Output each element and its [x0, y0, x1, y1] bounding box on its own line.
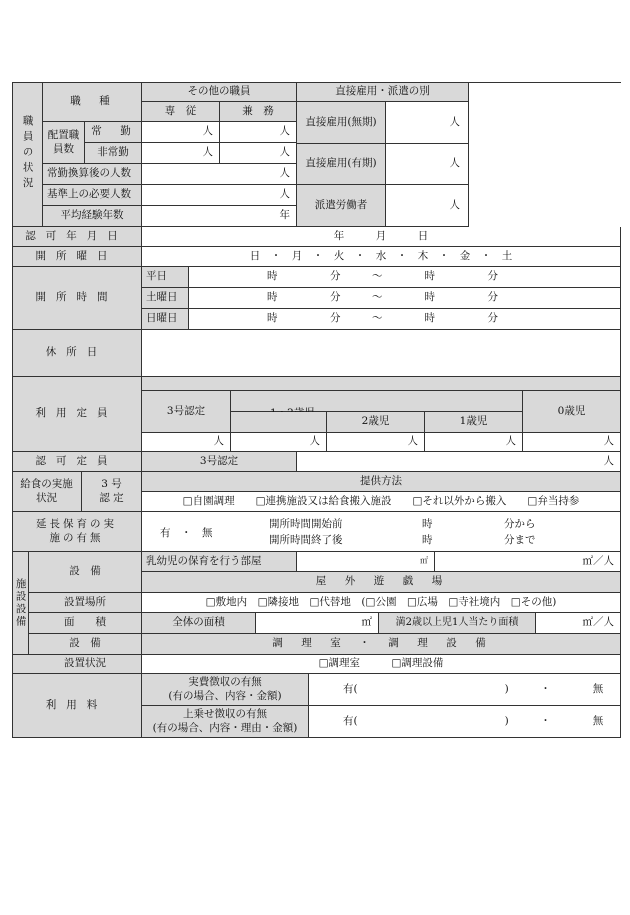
- extended-start-hour[interactable]: 時: [422, 518, 433, 530]
- kitchen-equipment-label: 設 備: [29, 634, 142, 655]
- avg-years-label: 平均経験年数: [43, 206, 142, 227]
- capacity-age1-header: 1歳児: [425, 412, 523, 433]
- install-status-label: 設置状況: [12, 655, 142, 674]
- direct-indef-label: 直接雇用(無期): [297, 102, 386, 144]
- direct-fixed-value[interactable]: 人: [386, 144, 469, 185]
- extended-care-label: 延長保育の実施の有無: [12, 512, 142, 552]
- nursery-room-per[interactable]: ㎡／人: [435, 552, 621, 572]
- open-days-value[interactable]: 日 ・ 月 ・ 火 ・ 水 ・ 木 ・ 金 ・ 土: [142, 247, 621, 267]
- meals-method-options[interactable]: □自園調理 □連携施設又は給食搬入施設 □それ以外から搬入 □弁当持参: [142, 492, 621, 512]
- open-days-label: 開所曜日: [12, 247, 142, 267]
- capacity-type3-value[interactable]: 人: [142, 433, 231, 452]
- extra-cost-note: (有の場合、内容・理由・金額): [152, 721, 298, 734]
- part-time-label: 非常勤: [85, 143, 142, 164]
- extra-cost-title: 上乗せ徴収の有無: [183, 708, 267, 721]
- holiday-hours[interactable]: 時 分 〜 時 分: [189, 309, 621, 330]
- direct-fixed-label: 直接雇用(有期): [297, 144, 386, 185]
- nursery-room-label: 乳幼児の保育を行う部屋: [142, 552, 297, 572]
- blank-area: [469, 82, 621, 227]
- nursery-room-area[interactable]: ㎡: [297, 552, 435, 572]
- regular-label: 常 勤: [85, 122, 142, 143]
- fte-label: 常勤換算後の人数: [43, 164, 142, 185]
- extended-end-hour[interactable]: 時: [422, 534, 433, 546]
- direct-indef-value[interactable]: 人: [386, 102, 469, 144]
- fte-value[interactable]: 人: [142, 164, 297, 185]
- parttime-fulltime-value[interactable]: 人: [142, 143, 220, 164]
- saturday-label: 土曜日: [142, 288, 189, 309]
- avg-years-value[interactable]: 年: [142, 206, 297, 227]
- total-area-value[interactable]: ㎡: [256, 613, 379, 634]
- approval-date-label: 認可年月日: [12, 227, 142, 247]
- job-type-header: 職 種: [43, 82, 142, 122]
- area-label: 面 積: [29, 613, 142, 634]
- closed-days-value[interactable]: [142, 330, 621, 377]
- actual-cost-note: (有の場合、内容・金額): [168, 689, 282, 702]
- parttime-concurrent-value[interactable]: 人: [220, 143, 297, 164]
- total-area-label: 全体の面積: [142, 613, 256, 634]
- extended-yesno[interactable]: 有 ・ 無: [160, 527, 213, 539]
- meals-method-header: 提供方法: [142, 472, 621, 492]
- extended-care-box[interactable]: [142, 512, 621, 552]
- kitchen-header: 調 理 室 ・ 調 理 設 備: [142, 634, 621, 655]
- per-child-area-value[interactable]: ㎡／人: [536, 613, 621, 634]
- dispatched-label: 派遣労働者: [297, 185, 386, 227]
- extended-start-min[interactable]: 分から: [504, 518, 536, 530]
- capacity-age1-value[interactable]: 人: [425, 433, 523, 452]
- staff-section-label: 職員の状況: [12, 82, 43, 227]
- dispatched-value[interactable]: 人: [386, 185, 469, 227]
- per-child-area-label: 満2歳以上児1人当たり面積: [379, 613, 536, 634]
- licensed-type3-value[interactable]: 人: [297, 452, 621, 472]
- direct-dispatch-header: 直接雇用・派遣の別: [297, 82, 469, 102]
- capacity-age0-value[interactable]: 人: [523, 433, 621, 452]
- fees-label: 利用料: [12, 674, 142, 738]
- extended-end-min[interactable]: 分まで: [504, 534, 536, 546]
- concurrent-header: 兼 務: [220, 102, 297, 122]
- weekday-hours[interactable]: 時 分 〜 時 分: [189, 267, 621, 288]
- facility-form: [12, 82, 621, 738]
- facility-label: 施設設備: [12, 552, 29, 655]
- actual-cost-title: 実費徴収の有無: [188, 676, 262, 689]
- licensed-type3-label: 3号認定: [142, 452, 297, 472]
- capacity-age2-value[interactable]: 人: [327, 433, 425, 452]
- other-staff-header: その他の職員: [142, 82, 297, 102]
- capacity-top-band: [142, 377, 621, 391]
- full-time-header: 専 従: [142, 102, 220, 122]
- capacity-age2-header: 2歳児: [327, 412, 425, 433]
- capacity-age0-header: 0歳児: [523, 391, 621, 433]
- extra-cost-label: [142, 706, 309, 738]
- closed-days-label: 休所日: [12, 330, 142, 377]
- outdoor-header: 屋 外 遊 戯 場: [142, 572, 621, 593]
- actual-cost-label: [142, 674, 309, 706]
- location-label: 設置場所: [29, 593, 142, 613]
- saturday-hours[interactable]: 時 分 〜 時 分: [189, 288, 621, 309]
- capacity-age12-value[interactable]: 人: [231, 433, 327, 452]
- capacity-type3-header: 3号認定: [142, 391, 231, 433]
- holiday-label: 日曜日: [142, 309, 189, 330]
- approval-date-value[interactable]: 年 月 日: [142, 227, 621, 247]
- capacity-label: 利用定員: [12, 377, 142, 452]
- extended-end-label: 開所時間終了後: [269, 534, 343, 546]
- required-value[interactable]: 人: [142, 185, 297, 206]
- regular-fulltime-value[interactable]: 人: [142, 122, 220, 143]
- location-options[interactable]: □敷地内 □隣接地 □代替地 (□公園 □広場 □寺社境内 □その他): [142, 593, 621, 613]
- capacity-age12-blank: [231, 412, 327, 433]
- weekday-label: 平日: [142, 267, 189, 288]
- extra-cost-value[interactable]: 有( ) ・ 無: [309, 706, 621, 738]
- meals-label: 給食の実施状況: [12, 472, 82, 512]
- facility-equipment-label: 設 備: [29, 552, 142, 593]
- open-hours-label: 開所時間: [12, 267, 142, 330]
- extended-start-label: 開所時間開始前: [269, 518, 343, 530]
- licensed-capacity-label: 認可定員: [12, 452, 142, 472]
- regular-concurrent-value[interactable]: 人: [220, 122, 297, 143]
- required-label: 基準上の必要人数: [43, 185, 142, 206]
- meals-type3-label: 3 号認 定: [82, 472, 142, 512]
- actual-cost-value[interactable]: 有( ) ・ 無: [309, 674, 621, 706]
- allocated-staff-label: 配置職員数: [43, 122, 85, 164]
- kitchen-options[interactable]: □調理室 □調理設備: [142, 655, 621, 674]
